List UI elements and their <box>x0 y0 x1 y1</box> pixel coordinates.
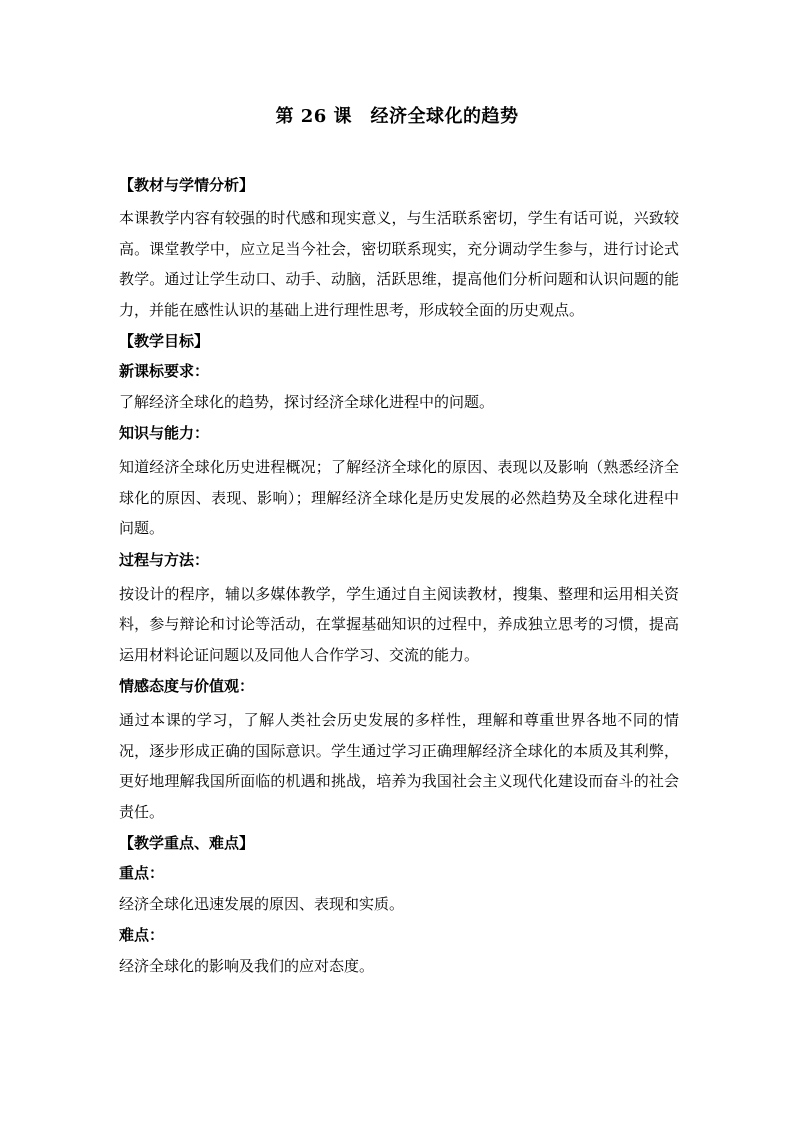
knowledge-paragraph: 知道经济全球化历史进程概况；了解经济全球化的原因、表现以及影响（熟悉经济全球化的原因、表现、影响）；理解经济全球化是历史发展的必然趋势及全球化进程中问题。 <box>119 458 679 537</box>
analysis-heading: 【教材与学情分析】 <box>119 176 255 194</box>
key-paragraph: 经济全球化迅速发展的原因、表现和实质。 <box>119 895 405 913</box>
key-points-heading: 【教学重点、难点】 <box>119 834 255 852</box>
process-label: 过程与方法： <box>119 550 210 569</box>
document-body <box>119 173 679 985</box>
standard-paragraph: 了解经济全球化的趋势，探讨经济全球化进程中的问题。 <box>119 393 495 411</box>
process-paragraph: 按设计的程序，辅以多媒体教学，学生通过自主阅读教材，搜集、整理和运用相关资料，参与辩论和讨论等活动，在掌握基础知识的过程中，养成独立思考的习惯，提高运用材料论证问题以及同他人合作学习、交流的能力。 <box>119 584 679 664</box>
standard-label: 新课标要求： <box>119 362 210 380</box>
lesson-title: 第 26 课 经济全球化的趋势 <box>275 106 519 127</box>
emotion-label: 情感态度与价值观： <box>119 677 255 695</box>
analysis-paragraph: 本课教学内容有较强的时代感和现实意义，与生活联系密切，学生有话可说，兴致较高。课堂教学中，应立足当今社会，密切联系现实，充分调动学生参与，进行讨论式教学。通过让学生动口、动手、动脑，活跃思维，提高他们分析问题和认识问题的能力，并能在感性认识的基础上进行理性思考，形成较全面的历史观点。 <box>119 209 679 319</box>
knowledge-label: 知识与能力： <box>119 424 210 442</box>
difficult-label: 难点： <box>119 926 165 944</box>
key-label: 重点： <box>119 864 165 882</box>
emotion-paragraph: 通过本课的学习，了解人类社会历史发展的多样性，理解和尊重世界各地不同的情况，逐步形成正确的国际意识。学生通过学习正确理解经济全球化的本质及其利弊，更好地理解我国所面临的机遇和挑战，培养为我国社会主义现代化建设而奋斗的社会责任。 <box>119 711 679 821</box>
goals-heading: 【教学目标】 <box>119 332 210 350</box>
difficult-paragraph: 经济全球化的影响及我们的应对态度。 <box>119 957 375 975</box>
